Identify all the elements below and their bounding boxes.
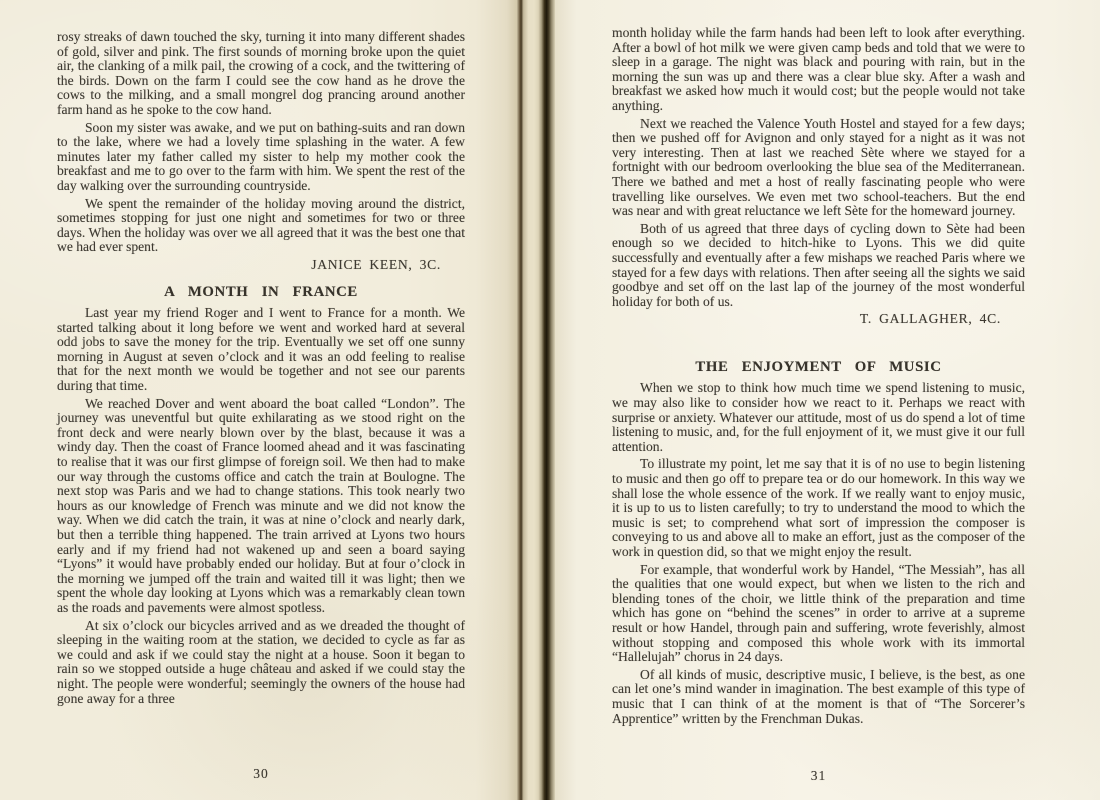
paragraph: We reached Dover and went aboard the boat called “London”. The journey was uneventful but quite exhilarating as we stood right on the front deck and were nearly blown over by the blast, because it was a windy day. Then the coast of France loomed ahead and it was fascinating to realise that it was our first glimpse of foreign soil. We then had to make our way through the customs office and catch the train at Boulogne. The next stop was Paris and we had to change stations. This took nearly two hours as our knowledge of French was minute and we did not know the way. When we did catch the train, it was at nine o’clock and nearly dark, but then a terrible thing happened. The train arrived at Lyons two hours early and if my friend had not wakened up and seen a board saying “Lyons” it would have probably ended our holiday. But at four o’clock in the morning we jumped off the train and waited till it was light; then we spent the whole day looking at Lyons which was a remarkably clean town as the roads and pavements were almost spotless.	[57, 395, 465, 615]
paragraph: When we stop to think how much time we spend listening to music, we may also like to consider how we react to it. Perhaps we react with surprise or anxiety. Whatever our attitude, most of us do spend a lot of time listening to music, and, for the full enjoyment of it, we must give it our full attention.	[612, 380, 1025, 454]
author-byline: T. GALLAGHER, 4C.	[859, 311, 1001, 327]
article-title: A MONTH IN FRANCE	[164, 283, 358, 300]
article-title: THE ENJOYMENT OF MUSIC	[695, 358, 942, 375]
paragraph: Last year my friend Roger and I went to France for a month. We started talking about it long before we went and worked hard at several odd jobs to save the money for the trip. Eventually we set off one sunny morning in August at seven o’clock and it was an odd feeling to realise that for the next month we would be together and not see our parents during that time.	[57, 305, 465, 394]
author-byline: JANICE KEEN, 3C.	[311, 256, 441, 272]
page-number: 30	[253, 766, 269, 781]
paragraph: We spent the remainder of the holiday moving around the district, sometimes stopping for just one night and sometimes for two or three days. When the holiday was over we all agreed that it was the best one that we had ever spent.	[57, 195, 465, 255]
left-page-content	[0, 0, 517, 706]
paragraph: Next we reached the Valence Youth Hostel and stayed for a few days; then we pushed off for Avignon and only stayed for a night as it was not very interesting. Then at last we reached Sète where we stayed for a fortnight with our bedroom overlooking the blue sea of the Mediterranean. There we bathed and met a host of really fascinating people who were travelling like ourselves. We even met two school-teachers. But the end was near and with great reluctance we left Sète for the homeward journey.	[612, 115, 1025, 219]
right-page-content	[555, 0, 1100, 726]
paragraph: Of all kinds of music, descriptive music, I believe, is the best, as one can let one’s mind wander in imagination. The best example of this type of music that I can think of at the moment is that of “The Sorcerer’s Apprentice” written by the Frenchman Dukas.	[612, 666, 1025, 726]
left-page	[0, 0, 517, 800]
book-gutter	[517, 0, 555, 800]
right-page	[555, 0, 1100, 800]
paragraph: month holiday while the farm hands had been left to look after everything. After a bowl of hot milk we were given camp beds and told that we were to sleep in a garage. The night was black and pouring with rain, but in the morning the sun was up and there was a clear blue sky. After a wash and breakfast we asked how much it would cost; but the people would not take anything.	[612, 25, 1025, 113]
paragraph: At six o’clock our bicycles arrived and as we dreaded the thought of sleeping in the waiting room at the station, we decided to cycle as far as we could and ask if we could stay the night at a house. Soon it began to rain so we stopped outside a huge château and asked if we could stay the night. The people were wonderful; seemingly the owners of the house had gone away for a three	[57, 617, 465, 706]
paragraph: rosy streaks of dawn touched the sky, turning it into many different shades of gold, silver and pink. The first sounds of morning broke upon the quiet air, the clanking of a milk pail, the crowing of a cock, and the twittering of the birds. Down on the farm I could see the cow hand as he drove the cows to the milking, and a small mongrel dog prancing around another farm hand as he spoke to the cow hand.	[57, 29, 465, 117]
page-number: 31	[810, 768, 827, 783]
paragraph: For example, that wonderful work by Handel, “The Messiah”, has all the qualities that one would expect, but when we listen to the rich and blending tones of the choir, we little think of the preparation and time which has gone on “behind the scenes” in order to arrive at a supreme result or how Handel, through pain and suffering, wrote feverishly, almost without stopping and composed this whole work with its immortal “Hallelujah” chorus in 24 days.	[612, 561, 1025, 665]
paragraph: Both of us agreed that three days of cycling down to Sète had been enough so we decided to hitch-hike to Lyons. This we did quite successfully and eventually after a few mishaps we reached Paris where we stayed for a few days with relations. Then after seeing all the sights we said goodbye and set off on the last lap of the journey of the most wonderful holiday for both of us.	[612, 220, 1025, 309]
paragraph: Soon my sister was awake, and we put on bathing-suits and ran down to the lake, where we had a lovely time splashing in the water. A few minutes later my father called my sister to help my mother cook the breakfast and me to go over to the farm with him. We spent the rest of the day walking over the surrounding countryside.	[57, 119, 465, 193]
paragraph: To illustrate my point, let me say that it is of no use to begin listening to music and then go off to prepare tea or do our homework. In this way we shall lose the whole essence of the work. If we really want to enjoy music, it is up to us to listen carefully; to try to understand the mood to which the music is set; to comprehend what sort of impression the composer is conveying to us and above all to make an effort, just as the composer of the work in question did, so that we might enjoy the result.	[612, 456, 1025, 559]
